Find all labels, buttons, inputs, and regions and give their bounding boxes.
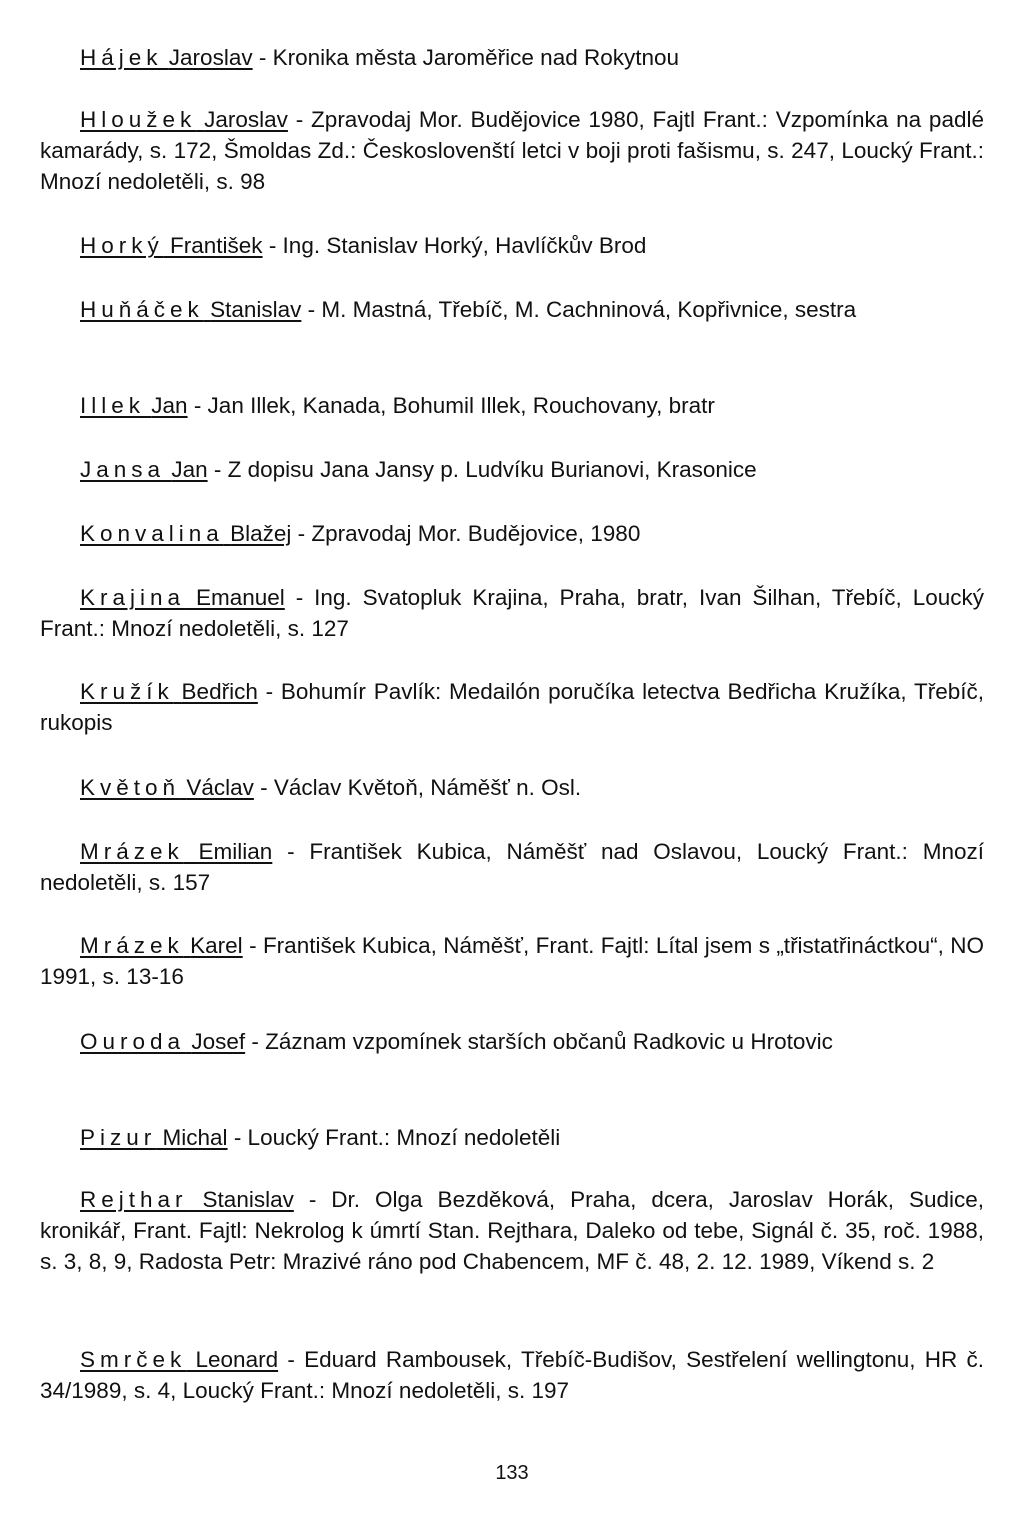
- entry-rejthar: [40, 1184, 984, 1277]
- entry-name: [80, 107, 288, 132]
- entry-text: - Bohumír Pavlík: Medailón poručíka letectva Bedřicha Kružíka, Třebíč, rukopis: [40, 679, 984, 735]
- entry-surname: Květoň: [80, 775, 181, 800]
- entry-text: - Záznam vzpomínek starších občanů Radkovic u Hrotovic: [245, 1029, 833, 1054]
- entry-text: - Zpravodaj Mor. Budějovice 1980, Fajtl Frant.: Vzpomínka na padlé kamarády, s. 172, Šmoldas Zd.: Českoslovenští letci v boji proti fašismu, s. 247, Loucký Frant.: Mnozí nedoletěli, s. 98: [40, 107, 984, 194]
- entry-text: - Ing. Svatopluk Krajina, Praha, bratr, Ivan Šilhan, Třebíč, Loucký Frant.: Mnozí nedoletěli, s. 127: [40, 585, 984, 641]
- entry-mrazek-karel: [40, 930, 984, 992]
- entry-text: - Z dopisu Jana Jansy p. Ludvíku Burianovi, Krasonice: [207, 457, 757, 482]
- entry-name: [80, 775, 254, 800]
- entry-ouroda: [40, 1026, 984, 1057]
- entry-name: [80, 839, 272, 864]
- entry-surname: Krajina: [80, 585, 186, 610]
- entry-kveton: [40, 772, 984, 803]
- entry-given-name: Blažej: [230, 521, 292, 546]
- entry-surname: Mrázek: [80, 933, 184, 958]
- entry-text: - Kronika města Jaroměřice nad Rokytnou: [252, 45, 680, 70]
- entry-name: [80, 521, 291, 546]
- entry-name: [80, 233, 263, 258]
- entry-smrcek: [40, 1344, 984, 1406]
- entry-name: [80, 1125, 228, 1150]
- entry-name: [80, 457, 208, 482]
- entry-given-name: Jan: [171, 457, 208, 482]
- entry-krajina: [40, 582, 984, 644]
- entry-pizur: [40, 1122, 984, 1153]
- entry-given-name: Leonard: [195, 1347, 279, 1372]
- entry-given-name: Jan: [151, 393, 188, 418]
- entry-surname: Smrček: [80, 1347, 187, 1372]
- entry-name: [80, 45, 253, 70]
- entry-given-name: Karel: [190, 933, 243, 958]
- entry-surname: Huňáček: [80, 297, 204, 322]
- entry-name: [80, 933, 243, 958]
- entry-surname: Rejthar: [80, 1187, 188, 1212]
- entry-kruzik: [40, 676, 984, 738]
- entry-mrazek-emilian: [40, 836, 984, 898]
- entry-given-name: Josef: [191, 1029, 246, 1054]
- entry-given-name: František: [170, 233, 263, 258]
- entry-surname: Kružík: [80, 679, 174, 704]
- entry-surname: Illek: [80, 393, 146, 418]
- entry-surname: Jansa: [80, 457, 166, 482]
- entry-given-name: Michal: [162, 1125, 228, 1150]
- entry-name: [80, 1029, 245, 1054]
- entry-name: [80, 393, 188, 418]
- entry-name: [80, 1347, 278, 1372]
- entry-text: - Loucký Frant.: Mnozí nedoletěli: [227, 1125, 561, 1150]
- entry-name: [80, 297, 301, 322]
- entry-text: - M. Mastná, Třebíč, M. Cachninová, Kopřivnice, sestra: [301, 297, 857, 322]
- entry-surname: Horký: [80, 233, 164, 258]
- entry-text: - František Kubica, Náměšť nad Oslavou, Loucký Frant.: Mnozí nedoletěli, s. 157: [40, 839, 984, 895]
- entry-given-name: Bedřich: [181, 679, 258, 704]
- entry-text: - Václav Květoň, Náměšť n. Osl.: [253, 775, 582, 800]
- entry-konvalina: [40, 518, 984, 549]
- entry-illek: [40, 390, 984, 421]
- entry-given-name: Václav: [186, 775, 254, 800]
- entry-name: [80, 585, 285, 610]
- entry-surname: Hájek: [80, 45, 163, 70]
- entry-surname: Pizur: [80, 1125, 157, 1150]
- entry-text: - Dr. Olga Bezděková, Praha, dcera, Jaroslav Horák, Sudice, kronikář, Frant. Fajtl: Nekrolog k úmrtí Stan. Rejthara, Daleko od tebe, Signál č. 35, roč. 1988, s. 3, 8, 9, Radosta Petr: Mrazivé ráno pod Chabencem, MF č. 48, 2. 12. 1989, Víkend s. 2: [40, 1187, 984, 1274]
- entry-given-name: Stanislav: [202, 1187, 294, 1212]
- entry-given-name: Emilian: [198, 839, 273, 864]
- entry-text: - Zpravodaj Mor. Budějovice, 1980: [291, 521, 641, 546]
- entry-name: [80, 1187, 294, 1212]
- entry-text: - Ing. Stanislav Horký, Havlíčkův Brod: [262, 233, 647, 258]
- entry-text: - František Kubica, Náměšť, Frant. Fajtl: Lítal jsem s „třistatřináctkou“, NO 1991, s. 13-16: [40, 933, 984, 989]
- entry-given-name: Jaroslav: [168, 45, 253, 70]
- entry-surname: Ouroda: [80, 1029, 186, 1054]
- entry-surname: Konvalina: [80, 521, 224, 546]
- entry-text: - Eduard Rambousek, Třebíč-Budišov, Sestřelení wellingtonu, HR č. 34/1989, s. 4, Loucký Frant.: Mnozí nedoletěli, s. 197: [40, 1347, 984, 1403]
- page-number: 133: [495, 1462, 529, 1484]
- document-page: [40, 0, 984, 1514]
- entry-text: - Jan Illek, Kanada, Bohumil Illek, Rouchovany, bratr: [187, 393, 715, 418]
- entry-horky: [40, 230, 984, 261]
- entry-hlouzek: [40, 104, 984, 197]
- entry-hunacek: [40, 294, 984, 325]
- entry-given-name: Stanislav: [210, 297, 302, 322]
- entry-given-name: Emanuel: [195, 585, 285, 610]
- entry-name: [80, 679, 258, 704]
- entry-surname: Mrázek: [80, 839, 184, 864]
- entry-hajek: [40, 42, 984, 73]
- entry-given-name: Jaroslav: [204, 107, 288, 132]
- entry-surname: Hloužek: [80, 107, 197, 132]
- entry-jansa: [40, 454, 984, 485]
